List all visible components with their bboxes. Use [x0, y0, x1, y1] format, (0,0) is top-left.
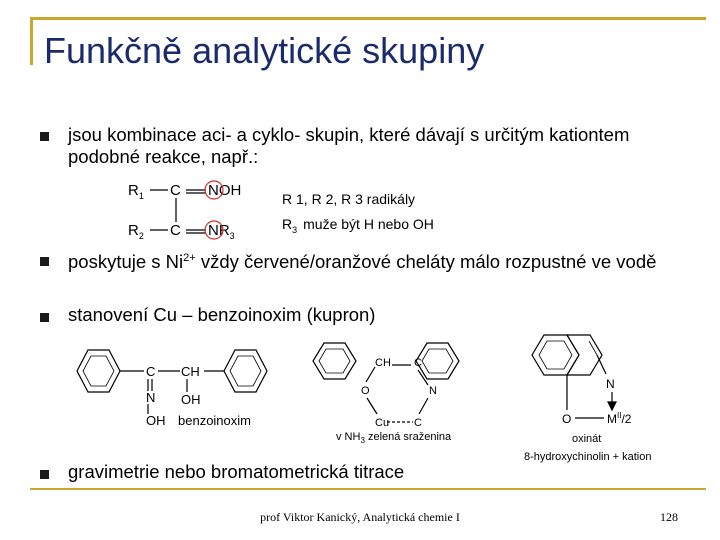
benzoinoxime-oh-right: OH [181, 392, 201, 407]
oxinate-n: N [606, 377, 615, 391]
dioxime-r2: $R_2$ [128, 222, 144, 241]
dioxime-c-top: C [170, 182, 181, 199]
bullet-2-text-end: vždy červené/oranžové cheláty málo rozpustné ve vodě [195, 251, 657, 273]
dioxime-r1: $R_1$ [128, 182, 144, 201]
bullet-text-1: jsou kombinace aci- a cyklo- skupin, které dávají s určitým kationtem podobné reakce, např.: [68, 124, 630, 167]
bullet-2-charge: 2+ [183, 252, 196, 264]
complex-o: O [361, 385, 370, 397]
oxinate-o: O [562, 412, 572, 426]
bullet-text-3: stanovení Cu – benzoinoxim (kupron) [68, 304, 376, 325]
dioxime-note-radicals: R 1, R 2, R 3 radikály [282, 191, 416, 207]
dioxime-c-bottom: C [170, 222, 181, 239]
oxinate-caption: oxinát [572, 433, 602, 445]
benzoinoxime-n: N [146, 390, 156, 405]
complex-c-top: C [414, 357, 422, 369]
benzoinoxime-c: C [146, 364, 156, 379]
complex-ch: CH [375, 357, 391, 369]
slide-title: Funkčně analytické skupiny [44, 30, 485, 71]
benzoinoxime-oh-left: OH [146, 413, 166, 428]
footer-author: prof Viktor Kanický, Analytická chemie I [260, 510, 460, 524]
dioxime-note-r3: $R_3$ muže být H nebo OH [282, 216, 434, 235]
complex-cu: Cu [375, 417, 390, 429]
complex-n: N [429, 385, 437, 397]
complex-c-bottom: C [414, 417, 422, 429]
page-number: 128 [660, 510, 678, 524]
dioxime-nr3: $NR_3$ [208, 222, 235, 241]
oxinate-subcaption: 8-hydroxychinolin + kation [524, 451, 652, 463]
bullet-text-4: gravimetrie nebo bromatometrická titrace [68, 461, 405, 482]
oxinate-metal: $M^{II}/2$ [607, 411, 632, 426]
bullet-2-text-start: poskytuje s Ni [68, 251, 184, 273]
benzoinoxime-label: benzoinoxim [178, 413, 251, 428]
dioxime-noh: NOH [208, 182, 242, 199]
benzoinoxime-ch: CH [181, 364, 200, 379]
complex-caption: v $NH_3$ zelená sraženina [336, 431, 452, 445]
